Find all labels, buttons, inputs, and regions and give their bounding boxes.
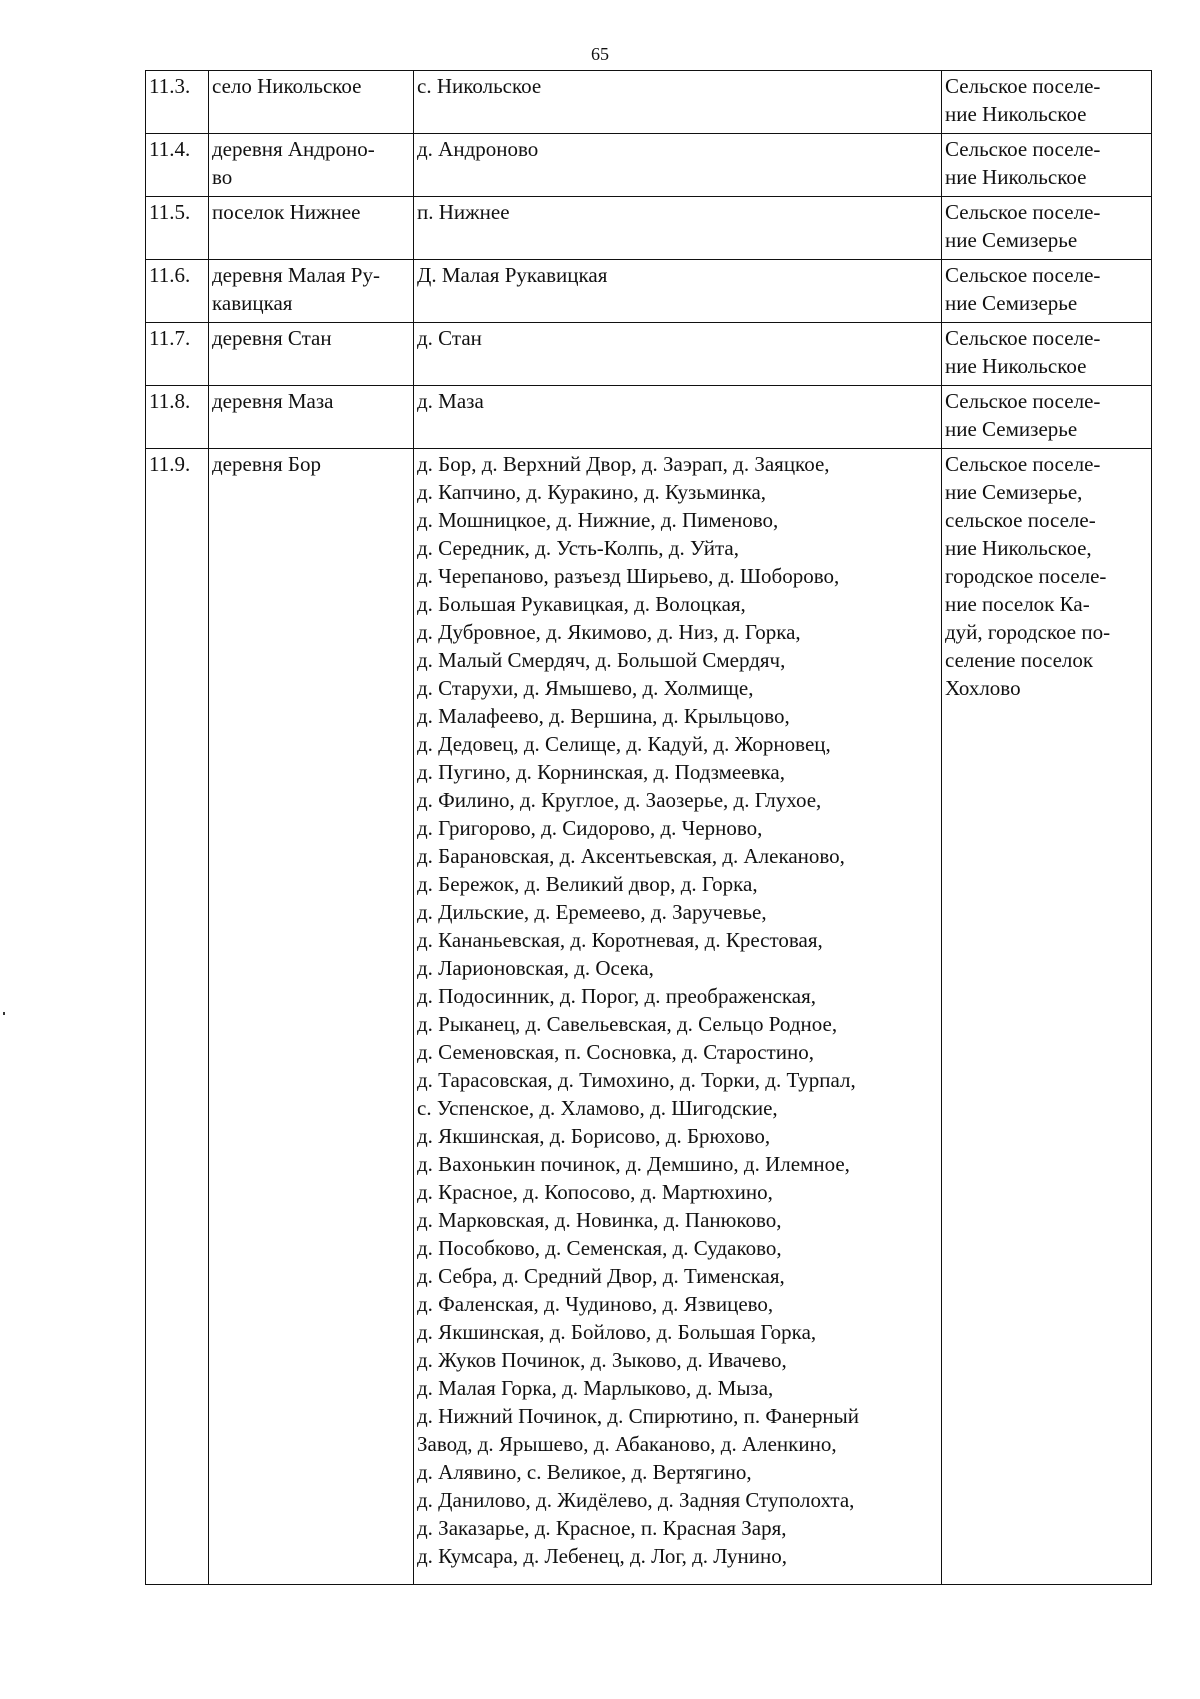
table-row <box>146 134 1152 197</box>
row-number-cell <box>146 260 209 323</box>
locality-name: деревня Маза <box>212 389 334 413</box>
table-row <box>146 323 1152 386</box>
settlement-name: Сельское поселе- ние Никольское <box>945 137 1101 189</box>
scan-margin-mark <box>3 1012 5 1015</box>
page-number: 65 <box>591 44 609 64</box>
row-number-cell <box>146 134 209 197</box>
places-list: п. Нижнее <box>417 200 510 224</box>
places-cell <box>414 197 942 260</box>
places-list: д. Стан <box>417 326 482 350</box>
row-number-cell <box>146 386 209 449</box>
settlement-cell <box>942 197 1152 260</box>
row-number: 11.4. <box>149 137 191 161</box>
settlement-name: Сельское поселе- ние Семизерье <box>945 389 1101 441</box>
locality-name-cell <box>209 323 414 386</box>
row-number-cell <box>146 449 209 1585</box>
settlement-name: Сельское поселе- ние Семизерье <box>945 200 1101 252</box>
row-number: 11.7. <box>149 326 191 350</box>
locality-name: деревня Стан <box>212 326 332 350</box>
places-list: Д. Малая Рукавицкая <box>417 263 608 287</box>
locality-name-cell <box>209 197 414 260</box>
places-cell <box>414 386 942 449</box>
settlement-name: Сельское поселе- ние Никольское <box>945 326 1101 378</box>
row-number: 11.9. <box>149 452 191 476</box>
locality-name-cell <box>209 134 414 197</box>
places-list: с. Никольское <box>417 74 542 98</box>
locality-name-cell <box>209 386 414 449</box>
locality-name: деревня Бор <box>212 452 321 476</box>
places-cell <box>414 323 942 386</box>
row-number-cell <box>146 197 209 260</box>
row-number: 11.3. <box>149 74 191 98</box>
row-number-cell <box>146 71 209 134</box>
places-cell <box>414 71 942 134</box>
settlement-name: Сельское поселе- ние Семизерье, сельское поселе- ние Никольское, городское поселе- ние поселок Ка- дуй, городское по- селение поселок Хохлово <box>945 452 1111 700</box>
places-list: д. Маза <box>417 389 484 413</box>
table-row <box>146 449 1152 1585</box>
settlement-cell <box>942 260 1152 323</box>
settlement-cell <box>942 71 1152 134</box>
settlement-cell <box>942 386 1152 449</box>
table-row <box>146 197 1152 260</box>
settlement-cell <box>942 449 1152 1585</box>
locality-name: деревня Малая Ру- кавицкая <box>212 263 380 315</box>
places-cell <box>414 449 942 1585</box>
row-number: 11.6. <box>149 263 191 287</box>
locality-name-cell <box>209 260 414 323</box>
locality-name: село Никольское <box>212 74 362 98</box>
row-number: 11.5. <box>149 200 191 224</box>
places-cell <box>414 260 942 323</box>
locality-name-cell <box>209 71 414 134</box>
settlement-cell <box>942 134 1152 197</box>
table-row <box>146 386 1152 449</box>
table-row <box>146 71 1152 134</box>
places-cell <box>414 134 942 197</box>
settlement-name: Сельское поселе- ние Семизерье <box>945 263 1101 315</box>
locality-name: деревня Андроно- во <box>212 137 375 189</box>
places-list: д. Бор, д. Верхний Двор, д. Заэрап, д. Заяцкое, д. Капчино, д. Куракино, д. Кузьминка, д. Мошницкое, д. Нижние, д. Пименово, д. Середник, д. Усть-Колпь, д. Уйта, д. Черепаново, разъезд Ширьево, д. Шоборово, д. Большая Рукавицкая, д. Волоцкая, д. Дубровное, д. Якимово, д. Низ, д. Горка, д. Малый Смердяч, д. Большой Смердяч, д. Старухи, д. Ямышево, д. Холмище, д. Малафеево, д. Вершина, д. Крыльцово, д. Дедовец, д. Селище, д. Кадуй, д. Жорновец, д. Пугино, д. Корнинская, д. Подзмеевка, д. Филино, д. Круглое, д. Заозерье, д. Глухое, д. Григорово, д. Сидорово, д. Черново, д. Барановская, д. Аксентьевская, д. Алеканово, д. Бережок, д. Великий двор, д. Горка, д. Дильские, д. Еремеево, д. Заручевье, д. Кананьевская, д. Коротневая, д. Крестовая, д. Ларионовская, д. Осека, д. Подосинник, д. Порог, д. преображенская, д. Рыканец, д. Савельевская, д. Сельцо Родное, д. Семеновская, п. Сосновка, д. Старостино, д. Тарасовская, д. Тимохино, д. Торки, д. Турпал, с. Успенское, д. Хламово, д. Шигодские, д. Якшинская, д. Борисово, д. Брюхово, д. Вахонькин починок, д. Демшино, д. Илемное, д. Красное, д. Копосово, д. Мартюхино, д. Марковская, д. Новинка, д. Панюково, д. Пособково, д. Семенская, д. Судаково, д. Себра, д. Средний Двор, д. Тименская, д. Фаленская, д. Чудиново, д. Язвицево, д. Якшинская, д. Бойлово, д. Большая Горка, д. Жуков Починок, д. Зыково, д. Ивачево, д. Малая Горка, д. Марлыково, д. Мыза, д. Нижний Починок, д. Спирютино, п. Фанерный Завод, д. Ярышево, д. Абаканово, д. Аленкино, д. Алявино, с. Великое, д. Вертягино, д. Данилово, д. Жидёлево, д. Задняя Ступолохта, д. Заказарье, д. Красное, п. Красная Заря, д. Кумсара, д. Лебенец, д. Лог, д. Лунино, <box>417 452 859 1568</box>
places-list: д. Андроново <box>417 137 539 161</box>
locality-name: поселок Нижнее <box>212 200 361 224</box>
locality-name-cell <box>209 449 414 1585</box>
row-number-cell <box>146 323 209 386</box>
settlements-table <box>145 70 1152 1585</box>
table-row <box>146 260 1152 323</box>
row-number: 11.8. <box>149 389 191 413</box>
settlement-cell <box>942 323 1152 386</box>
settlement-name: Сельское поселе- ние Никольское <box>945 74 1101 126</box>
